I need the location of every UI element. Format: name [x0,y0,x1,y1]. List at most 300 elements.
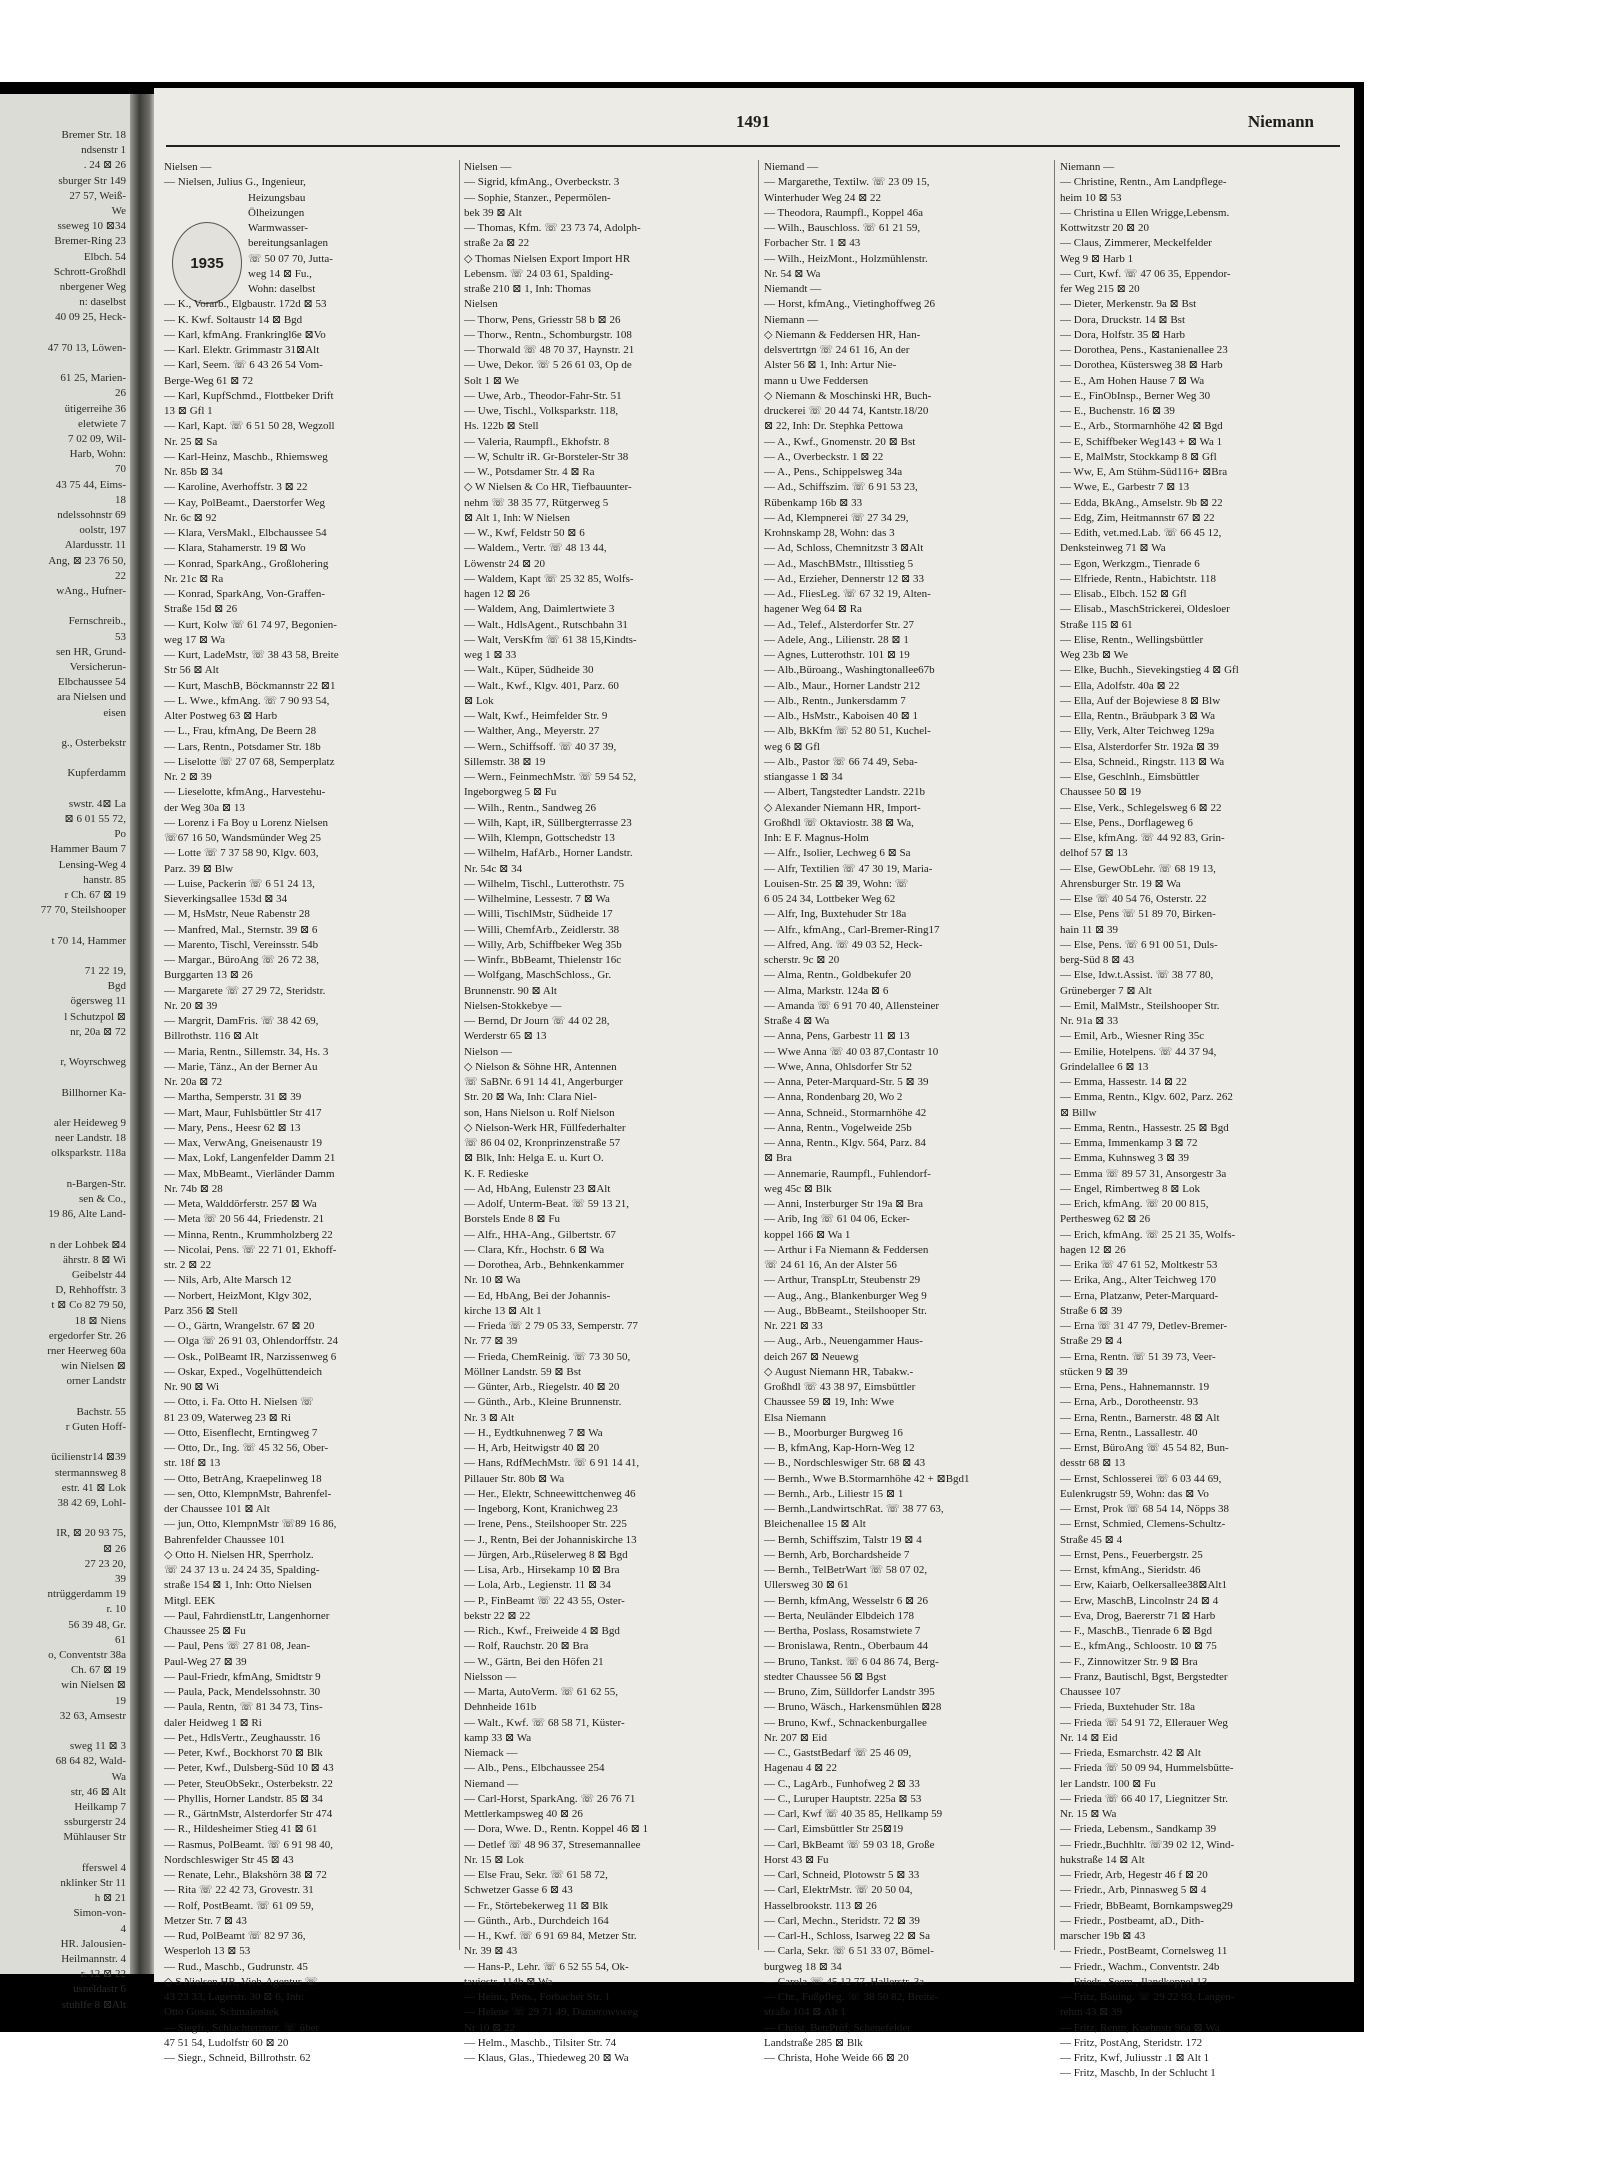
directory-entry-line: — Konrad, SparkAng., Großlohering [164,557,329,570]
column-4 [1060,160,1352,2080]
directory-entry-line: Nielsen [464,298,498,311]
directory-entry-line: — Dorothea, Pens., Kastanienallee 23 [1060,344,1228,356]
directory-entry-line: — L. Wwe., kfmAng. ☏ 7 90 93 54, [164,694,330,707]
directory-entry-line: — Alb, BkKfm ☏ 52 80 51, Kuchel- [764,725,931,738]
directory-entry-line: str. 18f ⊠ 13 [164,1457,221,1470]
previous-page-line: Ch. 67 ⊠ 19 [70,1664,126,1677]
directory-entry-line: — Dora, Holfstr. 35 ⊠ Harb [1060,328,1186,341]
directory-entry-line: — Kurt, Kolw ☏ 61 74 97, Begonien- [164,618,337,631]
directory-entry-line: — Erna, Rentn. ☏ 51 39 73, Veer- [1060,1350,1216,1363]
directory-entry-line: — Lieselotte, kfmAng., Harvestehu- [164,786,326,799]
directory-entry-line: Weg 9 ⊠ Harb 1 [1060,252,1134,265]
directory-entry-line: — Uwe, Dekor. ☏ 5 26 61 03, Op de [464,359,632,372]
previous-page-line: g., Osterbekstr [61,737,126,749]
directory-entry-line: Brunnenstr. 90 ⊠ Alt [464,984,557,997]
previous-page-line: Geibelstr 44 [71,1269,126,1281]
directory-entry-line: — Carl, ElektrMstr. ☏ 20 50 04, [764,1884,913,1897]
directory-entry-line: Heizungsbau [248,191,306,204]
previous-page-line: t 70 14, Hammer [51,934,126,947]
previous-page-line: ährstr. 8 ⊠ Wi [63,1253,126,1266]
directory-entry-line: — Ad., MaschBMstr., Illtisstieg 5 [764,557,914,570]
directory-entry-line: Nr. 21c ⊠ Ra [164,572,224,585]
directory-entry-line: — Paula, Pack, Mendelssohnstr. 30 [164,1686,321,1698]
directory-entry-line: — Erw, MaschB, Lincolnstr 24 ⊠ 4 [1060,1594,1219,1607]
directory-entry-line: — Ella, Auf der Bojewiese 8 ⊠ Blw [1060,694,1221,707]
directory-entry-line: — Ww, E, Am Stühm-Süd116+ ⊠Bra [1060,466,1228,478]
previous-page-line: r Ch. 67 ⊠ 19 [64,889,126,901]
directory-entry-line: Werderstr 65 ⊠ 13 [464,1030,547,1043]
directory-entry-line: Nr. 6c ⊠ 92 [164,511,217,524]
directory-entry-line: — Osk., PolBeamt IR, Narzissenweg 6 [164,1350,337,1363]
directory-entry-line: — Ad, Schloss, Chemnitzstr 3 ⊠Alt [764,542,924,555]
directory-entry-line: — Carl, BkBeamt ☏ 59 03 18, Große [764,1838,935,1851]
previous-page-line: ütigerreihe 36 [64,402,126,415]
directory-entry-line: Nordschleswiger Str 45 ⊠ 43 [164,1853,294,1866]
directory-entry-line: Winterhuder Weg 24 ⊠ 22 [764,191,882,204]
previous-page-line: hanstr. 85 [83,873,126,886]
directory-entry-line: — Eva, Drog, Baererstr 71 ⊠ Harb [1060,1609,1216,1622]
directory-entry-line: — R., Hildesheimer Stieg 41 ⊠ 61 [164,1823,318,1836]
previous-page-line: 19 86, Alte Land- [48,1208,126,1221]
previous-page-line: rner Heerweg 60a [47,1345,126,1357]
directory-entry-line: Großhdl ☏ 43 38 97, Eimsbüttler [764,1381,916,1393]
directory-entry-line: — Dorothea, Küstersweg 38 ⊠ Harb [1060,359,1223,372]
previous-page-line: swstr. 4⊠ La [68,797,126,810]
directory-entry-line: weg 45c ⊠ Blk [764,1182,832,1195]
directory-entry-line: — Wern., Schiffsoff. ☏ 40 37 39, [464,740,617,753]
previous-page-line: t ⊠ Co 82 79 50, [51,1299,126,1312]
previous-page-line: 38 42 69, Lohl- [57,1497,126,1509]
directory-entry-line: Perthesweg 62 ⊠ 26 [1060,1213,1151,1226]
previous-page-line: sweg 11 ⊠ 3 [69,1740,126,1753]
directory-entry-line: Chaussee 25 ⊠ Fu [164,1625,246,1637]
directory-entry-line: Chaussee 59 ⊠ 19, Inh: Wwe [764,1396,894,1409]
directory-entry-line: — Amanda ☏ 6 91 70 40, Allensteiner [764,999,940,1012]
previous-page-line: Schrott-Großhdl [53,265,126,278]
directory-entry-line: Chaussee 50 ⊠ 19 [1060,786,1142,799]
directory-entry-line: — Ernst, Pens., Feuerbergstr. 25 [1060,1548,1203,1561]
directory-entry-line: — Friedr., PostBeamt, Cornelsweg 11 [1060,1945,1228,1958]
directory-entry-line: stiangasse 1 ⊠ 34 [764,771,843,783]
directory-entry-line: marscher 19b ⊠ 43 [1060,1930,1146,1942]
previous-page-line: eisen [103,706,126,719]
directory-entry-line: 47 51 54, Ludolfstr 60 ⊠ 20 [164,2036,289,2049]
directory-entry-line: — Karl, kfmAng. Frankringl6e ⊠Vo [164,328,326,341]
directory-entry-line: — Max, Lokf, Langenfelder Damm 21 [164,1152,336,1165]
directory-entry-line: — Bernh, Schiffszim, Talstr 19 ⊠ 4 [764,1533,922,1546]
directory-entry-line: — A., Pens., Schippelsweg 34a [764,466,903,478]
directory-entry-line: — Ernst, kfmAng., Sieridstr. 46 [1060,1564,1201,1576]
directory-entry-line: — Rolf, PostBeamt. ☏ 61 09 59, [164,1899,314,1912]
directory-entry-line: Mitgl. EEK [164,1594,216,1607]
directory-entry-line: Möllner Landstr. 59 ⊠ Bst [464,1365,582,1378]
previous-page-line: n-Bargen-Str. [66,1177,126,1190]
directory-entry-line: — Egon, Werkzgm., Tienrade 6 [1060,557,1200,570]
directory-entry-line: ◇ W Nielsen & Co HR, Tiefbauunter- [464,481,632,494]
directory-entry-line: — Erna ☏ 31 47 79, Detlev-Bremer- [1060,1320,1228,1332]
directory-entry-line: — Her., Elektr, Schneewittchenweg 46 [464,1487,636,1500]
directory-entry-line: — Paula, Rentn, ☏ 81 34 73, Tins- [164,1701,323,1714]
directory-entry-line: — Alma, Markstr. 124a ⊠ 6 [764,984,889,997]
directory-entry-line: — Ad., Erzieher, Dennerstr 12 ⊠ 33 [764,572,924,585]
directory-entry-line: — sen, Otto, KlempnMstr, Bahrenfel- [164,1487,332,1500]
previous-page-line: wAng., Hufner- [56,585,126,597]
directory-entry-line: — Meta ☏ 20 56 44, Friedenstr. 21 [164,1213,325,1226]
directory-entry-line: — Paul, Pens ☏ 27 81 08, Jean- [164,1640,311,1653]
previous-page-line: r. 10 [106,1603,126,1616]
previous-page-line: fferswel 4 [81,1861,126,1874]
directory-entry-line: — Dora, Wwe. D., Rentn. Koppel 46 ⊠ 1 [464,1823,649,1836]
directory-entry-line: — K. Kwf. Soltaustr 14 ⊠ Bgd [164,313,303,326]
directory-entry-line: nehm ☏ 38 35 77, Rütgerweg 5 [464,496,609,509]
directory-entry-line: Straße 4 ⊠ Wa [764,1015,830,1027]
previous-page-line: Fernschreib., [68,615,126,628]
directory-entry-line: — Lotte ☏ 7 37 58 90, Klgv. 603, [164,847,319,860]
directory-entry-line: — Marie, Tänz., An der Berner Au [164,1060,318,1073]
running-head: Niemann [1247,112,1314,131]
directory-entry-line: — Arthur i Fa Niemann & Feddersen [764,1243,929,1256]
column-3 [764,160,1056,2064]
directory-entry-line: — Peter, Kwf., Bockhorst 70 ⊠ Blk [164,1747,323,1759]
directory-entry-line: — Emilie, Hotelpens. ☏ 44 37 94, [1060,1045,1217,1058]
directory-entry-line: ◇ Alexander Niemann HR, Import- [764,801,921,814]
previous-page-line: ssburgerstr 24 [64,1816,126,1829]
header-rule [166,145,1340,147]
directory-entry-line: — Lisa, Arb., Hirsekamp 10 ⊠ Bra [464,1564,620,1576]
page-header [164,112,1342,134]
directory-entry-line: — Anna, Rentn., Vogelweide 25b [764,1121,912,1134]
directory-entry-line: — Wilhelm, Tischl., Lutterothstr. 75 [464,877,625,890]
directory-entry-line: — Alb.,Büroang., Washingtonallee67b [764,664,935,677]
directory-entry-line: Nr. 15 ⊠ Lok [464,1853,524,1866]
directory-entry-line: — Else, GewObLehr. ☏ 68 19 13, [1060,862,1216,875]
directory-entry-line: weg 6 ⊠ Gfl [764,740,820,753]
directory-entry-line: Nielsen-Stokkebye — [464,999,562,1012]
directory-entry-line: Ullersweg 30 ⊠ 61 [764,1579,849,1592]
directory-entry-line: — Elfriede, Rentn., Habichtstr. 118 [1060,572,1217,585]
previous-page-line: HR. Jalousien- [60,1937,126,1950]
previous-page-line: l Schutzpol ⊠ [64,1010,126,1023]
directory-entry-line: — Friedr, Arb, Hegestr 46 f ⊠ 20 [1060,1869,1208,1881]
directory-entry-line: — Theodora, Raumpfl., Koppel 46a [764,206,923,219]
previous-page-line: stermannsweg 8 [54,1466,126,1479]
directory-entry-line: Nr 10 ⊠ 22 [464,2021,516,2034]
directory-entry-line: — Klara, VersMakl., Elbchaussee 54 [164,527,327,539]
directory-entry-line: Nr. 39 ⊠ 43 [464,1945,518,1958]
directory-entry-line: — Edg, Zim, Heitmannstr 67 ⊠ 22 [1060,511,1215,524]
directory-entry-line: Nr. 90 ⊠ Wi [164,1381,220,1393]
directory-entry-line: — Frieda ☏ 2 79 05 33, Semperstr. 77 [464,1320,638,1332]
directory-entry-line: ☏67 16 50, Wandsmünder Weg 25 [164,832,322,844]
directory-entry-line: — Luise, Packerin ☏ 6 51 24 13, [164,877,315,890]
directory-entry-line: ◇ Niemann & Moschinski HR, Buch- [764,389,932,402]
directory-entry-line: Nr. 25 ⊠ Sa [164,435,218,448]
directory-entry-line: — Emma, Rentn., Hassestr. 25 ⊠ Bgd [1060,1121,1229,1134]
directory-entry-line: Nr. 10 ⊠ Wa [464,1274,521,1287]
directory-entry-line: — Bernh., Arb., Liliestr 15 ⊠ 1 [764,1487,904,1500]
directory-entry-line: — Kay, PolBeamt., Daerstorfer Weg [164,496,326,509]
directory-entry-line: kirche 13 ⊠ Alt 1 [464,1304,542,1317]
directory-entry-line: — Bernd, Dr Journ ☏ 44 02 28, [464,1015,610,1027]
directory-entry-line: druckerei ☏ 20 44 74, Kantstr.18/20 [764,405,929,417]
directory-entry-line: stedter Chaussee 56 ⊠ Bgst [764,1670,887,1683]
directory-entry-line: — Walt., Kwf., Klgv. 401, Parz. 60 [464,679,619,692]
directory-entry-line: straße 2a ⊠ 22 [464,237,530,250]
directory-entry-line: rehm 43 ⊠ 39 [1060,2006,1123,2019]
directory-entry-line: — Frieda ☏ 66 40 17, Liegnitzer Str. [1060,1792,1229,1805]
previous-page-line: 4 [120,1922,126,1935]
directory-entry-line: — Agnes, Lutterothstr. 101 ⊠ 19 [764,649,910,661]
previous-page-line: Heilkamp 7 [74,1801,126,1813]
directory-entry-line: daler Heidweg 1 ⊠ Ri [164,1716,262,1729]
directory-entry-line: — Albert, Tangstedter Landstr. 221b [764,786,925,799]
directory-entry-line: ☏ 24 37 13 u. 24 24 35, Spalding- [164,1564,320,1576]
directory-entry-line: — Emma ☏ 89 57 31, Ansorgestr 3a [1060,1167,1227,1180]
directory-entry-line: der Weg 30a ⊠ 13 [164,801,245,814]
directory-entry-line: — Paul, FahrdienstLtr, Langenhorner [164,1609,330,1622]
directory-entry-line: — Dieter, Merkenstr. 9a ⊠ Bst [1060,298,1197,311]
previous-page-line: Heilmannstr. 4 [61,1953,126,1965]
directory-entry-line: — Arthur, TranspLtr, Steubenstr 29 [764,1274,921,1287]
directory-entry-line: — Claus, Zimmerer, Meckelfelder [1060,237,1212,250]
directory-entry-line: — A., Kwf., Gnomenstr. 20 ⊠ Bst [764,435,916,448]
directory-entry-line: Löwenstr 24 ⊠ 20 [464,557,546,570]
directory-entry-line: — Maria, Rentn., Sillemstr. 34, Hs. 3 [164,1045,329,1058]
directory-entry-line: — Horst, kfmAng., Vietinghoffweg 26 [764,298,935,311]
directory-entry-line: Nr. 91a ⊠ 33 [1060,1015,1119,1027]
directory-entry-line: — E., Arb., Stormarnhöhe 42 ⊠ Bgd [1060,420,1223,433]
directory-entry-line: — Alb., Maur., Horner Landstr 212 [764,679,921,692]
directory-entry-line: Krohnskamp 28, Wohn: das 3 [764,527,895,539]
directory-entry-line: — Bruno, Tankst. ☏ 6 04 86 74, Berg- [764,1655,939,1668]
previous-page-line: usneldastr 6 [73,1983,126,1996]
directory-entry-line: — Günter, Arb., Riegelstr. 40 ⊠ 20 [464,1381,620,1393]
directory-entry-line: — Edda, BkAng., Amselstr. 9b ⊠ 22 [1060,496,1223,509]
directory-entry-line: — Aug., BbBeamt., Steilshooper Str. [764,1304,927,1317]
directory-entry-line: 6 05 24 34, Lottbeker Weg 62 [764,893,896,905]
directory-entry-line: ☏ 50 07 70, Jutta- [248,252,333,265]
directory-entry-line: Nr. 207 ⊠ Eid [764,1731,827,1744]
directory-entry-line: Nr. 77 ⊠ 39 [464,1335,518,1348]
directory-entry-line: Straße 6 ⊠ 39 [1060,1304,1123,1317]
directory-entry-line: bereitungsanlagen [248,237,329,250]
directory-entry-line: — Frieda, Lebensm., Sandkamp 39 [1060,1823,1217,1836]
column-divider [459,160,460,1950]
directory-entry-line: Straße 115 ⊠ 61 [1060,618,1133,631]
directory-entry-line: stücken 9 ⊠ 39 [1060,1365,1128,1378]
directory-entry-line: — Carl, Mechn., Steridstr. 72 ⊠ 39 [764,1914,920,1927]
directory-entry-line: — Else, Pens. ☏ 6 91 00 51, Duls- [1060,938,1218,951]
directory-entry-line: Lebensm. ☏ 24 03 61, Spalding- [464,267,614,280]
previous-page-line: win Nielsen ⊠ [61,1679,126,1692]
directory-entry-line: — Wilhelmine, Lessestr. 7 ⊠ Wa [464,893,610,905]
directory-entry-line: — Adele, Ang., Lilienstr. 28 ⊠ 1 [764,633,909,646]
previous-page-line: neer Landstr. 18 [54,1132,126,1145]
directory-entry-line: — W., Kwf, Feldstr 50 ⊠ 6 [464,527,585,539]
directory-entry-line: — Else Frau, Sekr. ☏ 61 58 72, [464,1869,608,1881]
directory-entry-line: Nr. 14 ⊠ Eid [1060,1731,1118,1744]
directory-entry-line: delhof 57 ⊠ 13 [1060,847,1128,860]
directory-entry-line: — Alfr., kfmAng., Carl-Bremer-Ring17 [764,923,940,936]
directory-entry-line: — Bernh., Wwe B.Stormarnhöhe 42 + ⊠Bgd1 [764,1472,970,1485]
directory-entry-line: — Carl-Horst, SparkAng. ☏ 26 76 71 [464,1792,636,1805]
directory-entry-line: scherstr. 9c ⊠ 20 [764,954,840,966]
directory-entry-line: — Wilhelm, HafArb., Horner Landstr. [464,847,633,860]
directory-entry-line: — Bruno, Wäsch., Harkensmühlen ⊠28 [764,1701,942,1714]
previous-page-line: r Guten Hoff- [65,1421,126,1433]
directory-entry-line: — Detlef ☏ 48 96 37, Stresemannallee [464,1838,641,1851]
directory-entry-line: Nielsen — [164,161,212,173]
directory-entry-line: Nr. 2 ⊠ 39 [164,771,212,783]
directory-entry-line: — Frieda, Buxtehuder Str. 18a [1060,1701,1196,1714]
directory-entry-line: — Carl, Kwf ☏ 40 35 85, Hellkamp 59 [764,1808,943,1820]
directory-entry-line: Hasselbrookstr. 113 ⊠ 26 [764,1899,877,1912]
directory-entry-line: — Alma, Rentn., Goldbekufer 20 [764,969,911,982]
directory-entry-line: — Thorw, Pens, Griesstr 58 b ⊠ 26 [464,313,621,326]
directory-entry-line: — Carola ☏ 45 12 77, Hallerstr. 3a [764,1975,925,1988]
directory-entry-line: — Alfr, Textilien ☏ 47 30 19, Maria- [764,862,933,875]
directory-entry-line: Louisen-Str. 25 ⊠ 39, Wohn: ☏ [764,877,909,890]
directory-entry-line: — Erna, Rentn., Lassallestr. 40 [1060,1426,1198,1439]
previous-page-line: Bremer-Ring 23 [54,235,126,248]
previous-page-line: Versicherun- [69,661,126,673]
directory-entry-line: ◇ S Nielsen HR, Vieh-Agentur ☏ [164,1975,318,1988]
directory-entry-line: Niemann — [764,313,819,326]
directory-entry-line: Grüneberger 7 ⊠ Alt [1060,984,1152,997]
column-divider [1054,160,1055,1950]
directory-entry-line: heim 10 ⊠ 53 [1060,191,1122,204]
directory-entry-line: Niemandt — [764,283,822,295]
directory-entry-line: — Fritz, Bauing. ☏ 29 22 93, Langen- [1060,1991,1235,2003]
directory-entry-line: — H., Kwf. ☏ 6 91 69 84, Metzer Str. [464,1930,637,1942]
directory-entry-line: — Waldem, Kapt ☏ 25 32 85, Wolfs- [464,572,634,585]
directory-entry-line: — Erw, Kaiarb, Oelkersallee38⊠Alt1 [1060,1579,1228,1592]
directory-entry-line: — Fritz, Maschb, In der Schlucht 1 [1060,2067,1216,2080]
directory-entry-line: Alster 56 ⊠ 1, Inh: Artur Nie- [764,359,897,372]
directory-entry-line: — Renate, Lehr., Blakshörn 38 ⊠ 72 [164,1869,327,1881]
directory-entry-line: — Anna, Peter-Marquard-Str. 5 ⊠ 39 [764,1076,929,1088]
directory-entry-line: Niemand — [764,161,819,173]
directory-entry-line: deich 267 ⊠ Neuewg [764,1350,859,1363]
directory-entry-line: — Nils, Arb, Alte Marsch 12 [164,1274,292,1287]
directory-entry-line: — Anna, Schneid., Stormarnhöhe 42 [764,1106,927,1119]
directory-entry-line: ◇ Nielson & Söhne HR, Antennen [464,1060,617,1073]
directory-entry-line: — Curt, Kwf. ☏ 47 06 35, Eppendor- [1060,267,1231,280]
directory-entry-line: — Bruno, Kwf., Schnackenburgallee [764,1716,927,1729]
directory-entry-line: — Uwe, Tischl., Volksparkstr. 118, [464,405,619,417]
previous-page-line: Alardusstr. 11 [64,539,126,552]
directory-entry-line: Alter Postweg 63 ⊠ Harb [164,710,278,722]
previous-page-line: Bremer Str. 18 [61,129,126,141]
directory-entry-line: — Margar., BüroAng ☏ 26 72 38, [164,954,320,966]
directory-entry-line: — E., Buchenstr. 16 ⊠ 39 [1060,405,1175,417]
directory-entry-line: — Friedr.,Buchhltr. ☏39 02 12, Wind- [1060,1838,1235,1851]
directory-entry-line: — J., Rentn, Bei der Johanniskirche 13 [464,1533,637,1546]
directory-entry-line: Wohn: daselbst [248,283,316,295]
previous-page-line: olksparkstr. 118a [51,1147,126,1160]
directory-entry-line: hukstraße 14 ⊠ Alt [1060,1853,1145,1866]
directory-entry-line: K. F. Redieske [464,1167,529,1180]
directory-entry-line: — Chr., Fußpfleg. ☏ 38 50 82, Breite- [764,1991,939,2003]
directory-entry-line: — Engel, Rimbertweg 8 ⊠ Lok [1060,1182,1200,1195]
directory-entry-line: — Carl-H., Schloss, Isarweg 22 ⊠ Sa [764,1930,930,1942]
previous-page-line: oolstr, 197 [79,524,126,537]
directory-entry-line: — Ad, Klempnerei ☏ 27 34 29, [764,511,909,524]
directory-entry-line: — Carla, Sekr. ☏ 6 51 33 07, Bömel- [764,1945,934,1958]
directory-entry-line: Ingeborgweg 5 ⊠ Fu [464,786,557,799]
directory-entry-line: — Ernst, Schmied, Clemens-Schultz- [1060,1518,1226,1531]
directory-entry-line: — Waldem, Ang, Daimlertwiete 3 [464,603,615,616]
directory-entry-line: — Alb., HsMstr., Kaboisen 40 ⊠ 1 [764,710,919,722]
previous-page-line: Billhorner Ka- [61,1086,126,1099]
directory-entry-line: — Martha, Semperstr. 31 ⊠ 39 [164,1091,302,1104]
directory-entry-line: — Adolf, Unterm-Beat. ☏ 59 13 21, [464,1198,629,1210]
directory-entry-line: — Erna, Arb., Dorotheenstr. 93 [1060,1396,1199,1409]
directory-entry-line: — Oskar, Exped., Vogelhüttendeich [164,1365,323,1378]
directory-entry-line: — Pet., HdlsVertr., Zeughausstr. 16 [164,1731,321,1744]
previous-page-line: ögersweg 11 [70,995,126,1008]
directory-entry-line: ◇ Thomas Nielsen Export Import HR [464,252,631,265]
directory-entry-line: Otto Gosau, Schmalenbek [164,2006,280,2019]
directory-entry-line: — Otto, Dr., Ing. ☏ 45 32 56, Ober- [164,1442,329,1454]
directory-entry-line: Nr. 74b ⊠ 28 [164,1182,223,1195]
directory-entry-line: — Elisab., MaschStrickerei, Oldesloer [1060,603,1230,616]
directory-entry-line: — Erich, kfmAng. ☏ 20 00 815, [1060,1198,1209,1210]
directory-entry-line: — Minna, Rentn., Krummholzberg 22 [164,1228,333,1241]
directory-entry-line: ⊠ 22, Inh: Dr. Stephka Pettowa [764,420,904,433]
directory-entry-line: — Ernst, Prok ☏ 68 54 14, Nöpps 38 [1060,1503,1229,1515]
previous-page-line: 26 [115,387,126,400]
directory-entry-line: — Meta, Walddörferstr. 257 ⊠ Wa [164,1198,317,1210]
directory-entry-line: ⊠ Bra [764,1152,792,1165]
directory-entry-line: — Else, Verk., Schlegelsweg 6 ⊠ 22 [1060,801,1222,814]
directory-entry-line: Wesperloh 13 ⊠ 53 [164,1945,251,1958]
previous-page-line: sseweg 10 ⊠34 [57,220,126,233]
directory-entry-line: — Else ☏ 40 54 76, Osterstr. 22 [1060,893,1207,905]
directory-entry-line: — Ad, HbAng, Eulenstr 23 ⊠Alt [464,1182,611,1195]
directory-entry-line: — Wwe, Anna, Ohlsdorfer Str 52 [764,1060,912,1073]
directory-entry-line: — M, HsMstr, Neue Rabenstr 28 [164,908,310,921]
directory-entry-line: — Rolf, Rauchstr. 20 ⊠ Bra [464,1640,589,1653]
directory-entry-line: — Helene ☏ 29 71 49, Damerowsweg [464,2006,639,2019]
previous-page-line: Elbchaussee 54 [57,676,126,689]
directory-entry-line: Hagenau 4 ⊠ 22 [764,1762,838,1775]
directory-entry-line: Straße 29 ⊠ 4 [1060,1335,1123,1348]
previous-page-line: Elbch. 54 [83,250,126,263]
directory-entry-line: — Erna, Platzanw, Peter-Marquard- [1060,1289,1219,1302]
directory-entry-line: — Nicolai, Pens. ☏ 22 71 01, Ekhoff- [164,1243,337,1256]
directory-entry-line: — Wilh., HeizMont., Holzmühlenstr. [764,252,928,265]
directory-entry-line: bekstr 22 ⊠ 22 [464,1609,531,1622]
directory-entry-line: Burggarten 13 ⊠ 26 [164,969,253,982]
directory-entry-line: — Alb., Pastor ☏ 66 74 49, Seba- [764,755,918,768]
directory-entry-line: — Lola, Arb., Legienstr. 11 ⊠ 34 [464,1579,611,1592]
directory-entry-line: — Margarethe, Textilw. ☏ 23 09 15, [764,176,930,189]
directory-entry-line: — Emma, Kuhnsweg 3 ⊠ 39 [1060,1152,1189,1165]
directory-entry-line: — Elisab., Elbch. 152 ⊠ Gfl [1060,588,1187,600]
directory-entry-line: — Friedr, BbBeamt, Bornkampsweg29 [1060,1899,1233,1912]
directory-entry-line: taviostr. 114b ⊠ Wa [464,1975,553,1988]
previous-page-line: IR, ⊠ 20 93 75, [56,1527,126,1540]
directory-entry-line: Ahrensburger Str. 19 ⊠ Wa [1060,877,1181,890]
directory-entry-line: — H, Arb, Heitwigstr 40 ⊠ 20 [464,1442,600,1454]
directory-entry-line: — Emil, Arb., Wiesner Ring 35c [1060,1030,1205,1043]
directory-entry-line: — Franz, Bautischl, Bgst, Bergstedter [1060,1670,1228,1683]
directory-entry-line: — W, Schultr iR. Gr-Borsteler-Str 38 [464,450,629,463]
directory-entry-line: hain 11 ⊠ 39 [1060,923,1118,936]
directory-entry-line: Nielsen — [464,161,512,173]
directory-entry-line: Denksteinweg 71 ⊠ Wa [1060,542,1166,555]
